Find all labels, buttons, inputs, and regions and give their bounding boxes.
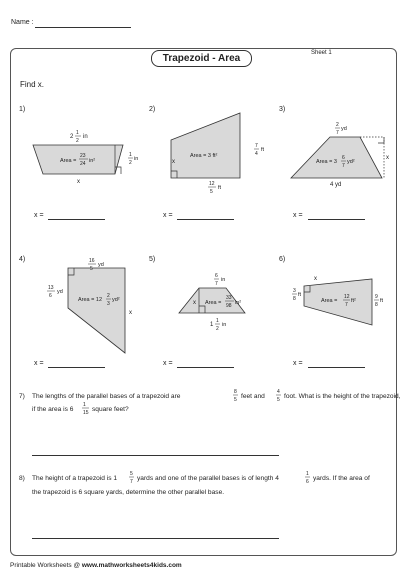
- p5-bottom-whole: 1: [210, 322, 214, 328]
- p3-top-den: 7: [336, 130, 339, 136]
- problem-3-number: 3): [279, 106, 286, 113]
- p4-left-num: 13: [48, 285, 54, 291]
- p3-area-unit: yd²: [347, 159, 355, 165]
- p5-bottom-den: 2: [216, 326, 219, 332]
- p5-area-den: 98: [226, 303, 232, 309]
- wp8-answer-line[interactable]: [32, 538, 279, 539]
- wp7-line2-a: if the area is 6: [32, 406, 74, 413]
- problem-4-number: 4): [19, 256, 26, 263]
- p6-left-den: 8: [293, 296, 296, 302]
- wp7-line1-b: feet and: [241, 393, 265, 400]
- answer-1-label: x =: [34, 212, 44, 219]
- footer-site-link[interactable]: www.mathworksheets4kids.com: [81, 562, 182, 569]
- p3-right: x: [386, 155, 389, 161]
- p4-left-den: 6: [49, 293, 52, 299]
- p5-top-den: 7: [215, 281, 218, 287]
- p1-top-whole: 2: [70, 134, 74, 140]
- p2-bottom-den: 5: [210, 189, 213, 195]
- footer-prefix: Printable Worksheets @: [10, 562, 82, 569]
- wp7-f1-den: 5: [234, 397, 237, 403]
- p5-bottom-unit: in: [222, 322, 227, 328]
- wp7-f3-den: 15: [83, 410, 89, 416]
- p6-right-num: 9: [375, 294, 378, 300]
- wp7-line1-a: The lengths of the parallel bases of a trapezoid are: [32, 393, 181, 400]
- trapezoid-2: [171, 113, 240, 178]
- p4-area-pre: Area = 12: [78, 297, 103, 303]
- trapezoid-4: [68, 268, 125, 353]
- p5-area-num: 33: [226, 295, 232, 301]
- problem-6-number: 6): [279, 256, 286, 263]
- p3-area-pre: Area = 3: [316, 159, 337, 165]
- p1-height-den: 2: [129, 160, 132, 166]
- wp7-f2-num: 4: [277, 389, 280, 395]
- problem-1-number: 1): [19, 106, 26, 113]
- p1-bottom: x: [77, 179, 80, 185]
- p2-area: Area = 3 ft²: [190, 153, 218, 159]
- p6-left-unit: ft: [298, 292, 302, 298]
- p4-area-den: 3: [107, 301, 110, 307]
- wp7-f3-num: 1: [83, 402, 86, 408]
- p6-left-num: 3: [293, 288, 296, 294]
- p1-height-num: 1: [129, 152, 132, 158]
- right-angle-3: [378, 137, 384, 143]
- name-label: Name :: [11, 19, 34, 26]
- p1-height-unit: in: [134, 156, 139, 162]
- p5-area-pre: Area =: [205, 300, 222, 306]
- wp8-line1-b: yards and one of the parallel bases is of length 4: [137, 475, 279, 482]
- trapezoid-6: [304, 279, 372, 325]
- p2-left: x: [172, 159, 175, 165]
- wp8-f1-num: 5: [130, 471, 133, 477]
- p2-bottom-unit: ft: [218, 185, 222, 191]
- sheet-label: Sheet 1: [311, 50, 332, 56]
- wp7-f1-num: 8: [234, 389, 237, 395]
- answer-5-label: x =: [163, 360, 173, 367]
- p5-bottom-num: 1: [216, 318, 219, 324]
- p1-top-num: 1: [76, 130, 79, 136]
- wp8-f2-num: 1: [306, 471, 309, 477]
- wp7-line2-b: square feet?: [92, 406, 129, 413]
- p1-area-unit: in²: [89, 158, 96, 164]
- p1-area-den: 24: [80, 161, 86, 167]
- p2-right-unit: ft: [261, 147, 265, 153]
- footer: [10, 562, 182, 569]
- p5-top-unit: in: [221, 277, 226, 283]
- wp8-line2-a: the trapezoid is 6 square yards, determine the other parallel base.: [32, 489, 225, 496]
- p4-area-unit: yd²: [112, 297, 120, 303]
- wp7-line1-c: foot. What is the height of the trapezoid,: [284, 393, 401, 400]
- p5-top-num: 6: [215, 273, 218, 279]
- p3-area-den: 7: [342, 163, 345, 169]
- p6-area-pre: Area =: [321, 298, 338, 304]
- p3-top-num: 2: [336, 122, 339, 128]
- p6-area-unit: ft²: [351, 298, 356, 304]
- p3-area-num: 6: [342, 155, 345, 161]
- p2-bottom-num: 12: [209, 181, 215, 187]
- p6-area-den: 7: [345, 302, 348, 308]
- p6-right-unit: ft: [380, 298, 384, 304]
- wp7-answer-line[interactable]: [32, 455, 279, 456]
- answer-2-label: x =: [163, 212, 173, 219]
- problem-5-number: 5): [149, 256, 156, 263]
- wp8-number: 8): [19, 475, 25, 482]
- p4-left-unit: yd: [57, 289, 63, 295]
- p4-right: x: [129, 310, 132, 316]
- wp8-f1-den: 7: [130, 479, 133, 485]
- wp7-number: 7): [19, 393, 25, 400]
- p5-area-unit: in²: [235, 300, 242, 306]
- p5-left: x: [193, 300, 196, 306]
- answer-4-label: x =: [34, 360, 44, 367]
- wp8-line1-a: The height of a trapezoid is 1: [32, 475, 118, 482]
- instruction: Find x.: [20, 80, 45, 89]
- p3-bottom: 4 yd: [330, 182, 342, 188]
- answer-6-label: x =: [293, 360, 303, 367]
- p4-area-num: 2: [107, 293, 110, 299]
- p6-area-num: 12: [344, 294, 350, 300]
- p1-top-unit: in: [83, 134, 88, 140]
- p3-top-unit: yd: [341, 126, 347, 132]
- worksheet-title: Trapezoid - Area: [151, 50, 252, 67]
- p4-top-num: 16: [89, 258, 95, 264]
- problem-2-number: 2): [149, 106, 156, 113]
- p4-top-unit: yd: [98, 262, 104, 268]
- p6-right-den: 8: [375, 302, 378, 308]
- p1-top-den: 2: [76, 138, 79, 144]
- wp8-line1-c: yards. If the area of: [313, 475, 370, 482]
- p4-top-den: 5: [90, 266, 93, 272]
- p2-right-den: 4: [255, 151, 258, 157]
- answer-3-label: x =: [293, 212, 303, 219]
- wp7-f2-den: 5: [277, 397, 280, 403]
- wp8-f2-den: 6: [306, 479, 309, 485]
- p1-area-pre: Area =: [60, 158, 77, 164]
- trapezoid-3: [291, 137, 382, 178]
- p2-right-num: 7: [255, 143, 258, 149]
- p6-top: x: [314, 276, 317, 282]
- trapezoid-1: [33, 145, 123, 174]
- p1-area-num: 23: [80, 153, 86, 159]
